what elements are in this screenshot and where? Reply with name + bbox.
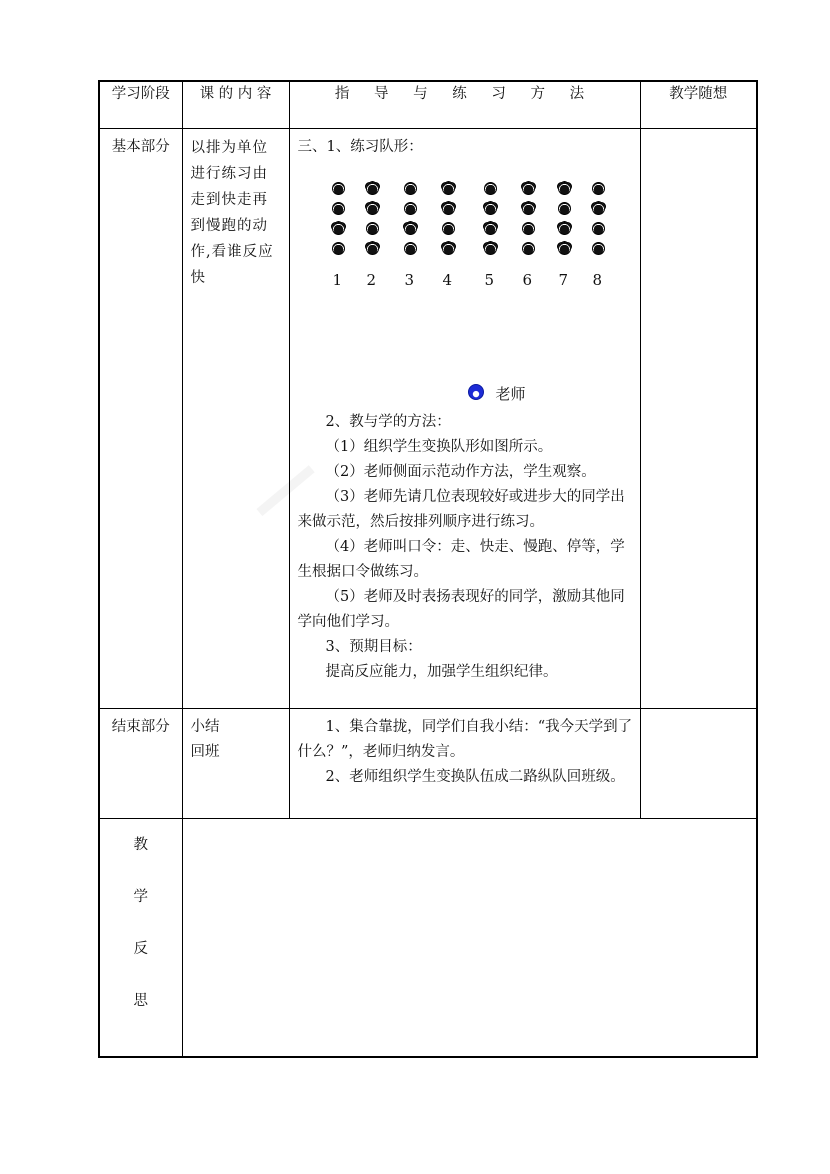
- goal-text: 提高反应能力，加强学生组织纪律。: [325, 664, 558, 680]
- formation-title: 三、1、练习队形：: [297, 139, 423, 155]
- student-marker: [592, 182, 605, 195]
- student-marker: [366, 222, 379, 235]
- header-content: 课 的 内 容: [182, 81, 289, 129]
- header-stage: 学习阶段: [99, 81, 182, 129]
- student-marker: [522, 202, 535, 215]
- student-marker: [404, 222, 417, 235]
- ending-stage: 结束部分: [99, 709, 182, 819]
- student-marker: [332, 202, 345, 215]
- student-marker: [522, 242, 535, 255]
- reflection-row: [99, 819, 757, 1057]
- student-marker: [558, 202, 571, 215]
- ending-item-1: 1、集合靠拢，同学们自我小结：“我今天学到了什么？”，老师归纳发言。: [297, 719, 633, 760]
- student-marker: [442, 182, 455, 195]
- student-marker: [404, 182, 417, 195]
- method-item-5: （5）老师及时表扬表现好的同学，激励其他同学向他们学习。: [297, 589, 625, 630]
- teacher-label: 老师: [495, 385, 526, 403]
- ending-content-line1: 小结: [190, 719, 220, 735]
- student-marker: [332, 222, 345, 235]
- teacher-marker: [468, 384, 484, 400]
- column-number: 3: [404, 271, 415, 289]
- method-item-4: （4）老师叫口令：走、快走、慢跑、停等，学生根据口令做练习。: [297, 539, 625, 580]
- ending-item-2: 2、老师组织学生变换队伍成二路纵队回班级。: [325, 769, 625, 785]
- student-marker: [332, 242, 345, 255]
- student-marker: [558, 222, 571, 235]
- student-marker: [592, 242, 605, 255]
- basic-stage: 基本部分: [99, 129, 182, 709]
- student-marker: [366, 182, 379, 195]
- reflection-char-1: 教: [133, 837, 148, 853]
- reflection-char-3: 反: [133, 941, 148, 957]
- student-marker: [442, 202, 455, 215]
- student-marker: [484, 182, 497, 195]
- basic-method: [289, 129, 640, 709]
- formation-diagram: [298, 160, 634, 410]
- column-number: 2: [366, 271, 377, 289]
- reflection-body: [182, 819, 757, 1057]
- student-marker: [484, 222, 497, 235]
- student-marker: [522, 222, 535, 235]
- student-marker: [404, 242, 417, 255]
- reflection-char-4: 思: [133, 993, 148, 1009]
- methods-title: 2、教与学的方法：: [325, 414, 451, 430]
- ending-notes: [640, 709, 757, 819]
- reflection-char-2: 学: [133, 889, 148, 905]
- method-item-1: （1）组织学生变换队形如图所示。: [325, 439, 553, 455]
- student-marker: [332, 182, 345, 195]
- ending-row: [99, 709, 757, 819]
- student-marker: [592, 222, 605, 235]
- student-marker: [404, 202, 417, 215]
- column-number: 7: [558, 271, 569, 289]
- student-marker: [484, 242, 497, 255]
- header-notes: 教学随想: [640, 81, 757, 129]
- basic-row: [99, 129, 757, 709]
- ending-method: [289, 709, 640, 819]
- student-marker: [484, 202, 497, 215]
- method-item-3: （3）老师先请几位表现较好或进步大的同学出来做示范，然后按排列顺序进行练习。: [297, 489, 625, 530]
- student-marker: [366, 242, 379, 255]
- column-number: 8: [592, 271, 603, 289]
- header-method: 指 导 与 练 习 方 法: [289, 81, 640, 129]
- column-number: 1: [332, 271, 343, 289]
- method-item-2: （2）老师侧面示范动作方法，学生观察。: [325, 464, 596, 480]
- ending-content-line2: 回班: [190, 744, 220, 760]
- lesson-plan-table: [98, 80, 758, 1058]
- ending-content: [182, 709, 289, 819]
- column-number: 6: [522, 271, 533, 289]
- basic-content: 以排为单位进行练习由走到快走再到慢跑的动作,看谁反应快: [182, 129, 289, 709]
- header-row: [99, 81, 757, 129]
- student-marker: [442, 242, 455, 255]
- column-number: 5: [484, 271, 495, 289]
- column-number: 4: [442, 271, 453, 289]
- student-marker: [558, 242, 571, 255]
- goal-title: 3、预期目标：: [325, 639, 422, 655]
- basic-notes: [640, 129, 757, 709]
- student-marker: [592, 202, 605, 215]
- student-marker: [522, 182, 535, 195]
- student-marker: [366, 202, 379, 215]
- reflection-label: [99, 819, 182, 1057]
- student-marker: [558, 182, 571, 195]
- student-marker: [442, 222, 455, 235]
